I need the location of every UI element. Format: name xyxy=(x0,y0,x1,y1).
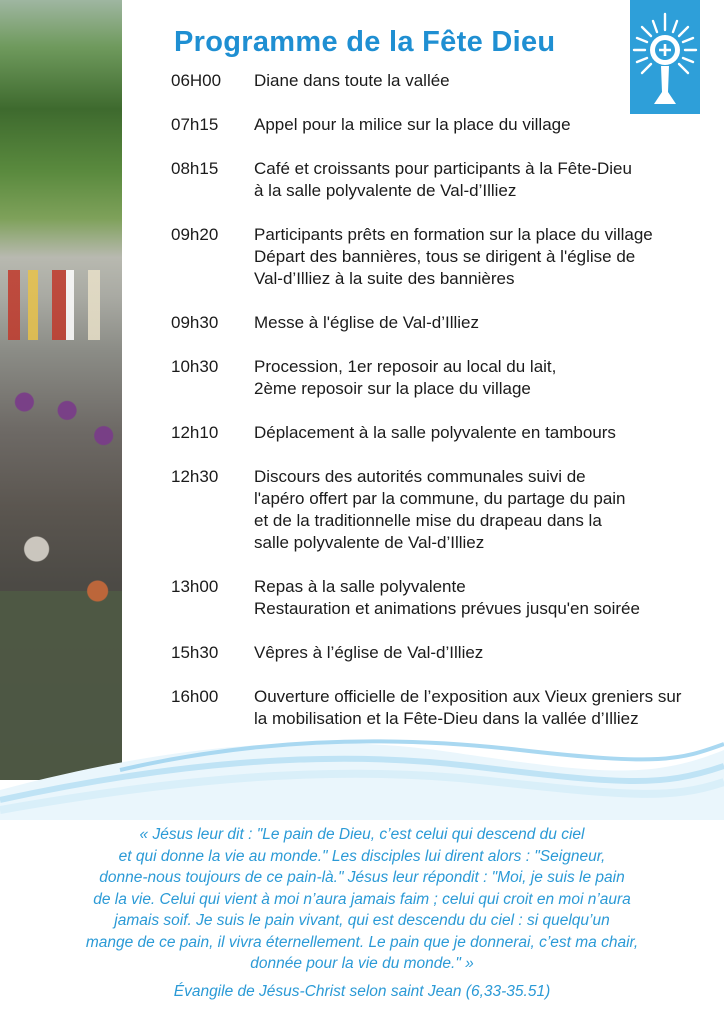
programme-description xyxy=(254,158,711,202)
programme-description xyxy=(254,642,711,664)
crowd-graphic xyxy=(0,360,122,780)
programme-time: 08h15 xyxy=(171,159,219,178)
programme-description xyxy=(254,312,711,334)
quote-line: « Jésus leur dit : "Le pain de Dieu, c’est celui qui descend du ciel xyxy=(139,826,585,843)
programme-description-line: Val-d’Illiez à la suite des bannières xyxy=(254,269,515,288)
programme-time: 12h10 xyxy=(171,423,219,442)
programme-item xyxy=(171,466,711,554)
programme-time: 09h20 xyxy=(171,225,219,244)
programme-description-line: Messe à l'église de Val-d’Illiez xyxy=(254,313,479,332)
quote-source: Évangile de Jésus-Christ selon saint Jean (6,33-35.51) xyxy=(173,983,551,1000)
programme-description xyxy=(254,466,711,554)
programme-time: 12h30 xyxy=(171,467,219,486)
programme-description-line: Discours des autorités communales suivi de xyxy=(254,467,586,486)
programme-description-line: Appel pour la milice sur la place du village xyxy=(254,115,571,134)
programme-description-line: Ouverture officielle de l’exposition aux Vieux greniers sur xyxy=(254,687,682,706)
programme-time: 09h30 xyxy=(171,313,219,332)
programme-description xyxy=(254,70,711,92)
programme-item xyxy=(171,224,711,290)
programme-time: 16h00 xyxy=(171,687,219,706)
programme-description-line: Repas à la salle polyvalente xyxy=(254,577,466,596)
programme-description-line: salle polyvalente de Val-d’Illiez xyxy=(254,533,485,552)
programme-item xyxy=(171,686,711,730)
programme-item xyxy=(171,356,711,400)
programme-description-line: Restauration et animations prévues jusqu'en soirée xyxy=(254,599,640,618)
programme-item xyxy=(171,158,711,202)
quote-line: donnée pour la vie du monde." » xyxy=(250,955,474,972)
programme-description xyxy=(254,356,711,400)
programme-description-line: Diane dans toute la vallée xyxy=(254,71,450,90)
programme-time: 15h30 xyxy=(171,643,219,662)
programme-description-line: et de la traditionnelle mise du drapeau dans la xyxy=(254,511,602,530)
programme-item xyxy=(171,312,711,334)
programme-item xyxy=(171,576,711,620)
programme-description-line: Déplacement à la salle polyvalente en tambours xyxy=(254,423,616,442)
programme-description-line: 2ème reposoir sur la place du village xyxy=(254,379,531,398)
programme-description-line: Procession, 1er reposoir au local du lait, xyxy=(254,357,557,376)
programme-time: 13h00 xyxy=(171,577,219,596)
wave-decoration xyxy=(0,730,724,820)
quote-line: et qui donne la vie au monde." Les disciples lui dirent alors : "Seigneur, xyxy=(118,847,606,865)
programme-list xyxy=(171,70,711,752)
programme-time: 07h15 xyxy=(171,115,219,134)
programme-item xyxy=(171,422,711,444)
gospel-quote xyxy=(40,824,684,975)
programme-description-line: Participants prêts en formation sur la place du village xyxy=(254,225,653,244)
programme-description-line: l'apéro offert par la commune, du partage du pain xyxy=(254,489,626,508)
programme-item xyxy=(171,114,711,136)
programme-description xyxy=(254,686,711,730)
procession-photo xyxy=(0,0,122,780)
programme-description-line: à la salle polyvalente de Val-d’Illiez xyxy=(254,181,517,200)
quote-line: jamais soif. Je suis le pain vivant, qui est descendu du ciel : si quelqu’un xyxy=(114,912,610,929)
programme-description xyxy=(254,422,711,444)
quote-line: mange de ce pain, il vivra éternellement. Le pain que je donnerai, c’est ma chair, xyxy=(85,933,639,951)
programme-item xyxy=(171,70,711,92)
programme-item xyxy=(171,642,711,664)
programme-description-line: Départ des bannières, tous se dirigent à l'église de xyxy=(254,247,636,266)
programme-description-line: Café et croissants pour participants à la Fête-Dieu xyxy=(254,159,632,178)
programme-description xyxy=(254,114,711,136)
programme-description-line: Vêpres à l’église de Val-d’Illiez xyxy=(254,643,484,662)
programme-description xyxy=(254,576,711,620)
programme-time: 10h30 xyxy=(171,357,219,376)
programme-description xyxy=(254,224,711,290)
programme-time: 06H00 xyxy=(171,71,222,90)
page-title: Programme de la Fête Dieu xyxy=(174,26,556,58)
quote-line: de la vie. Celui qui vient à moi n’aura jamais faim ; celui qui croit en moi n’aura xyxy=(93,890,631,908)
banners-graphic xyxy=(8,270,108,340)
programme-description-line: la mobilisation et la Fête-Dieu dans la vallée d’Illiez xyxy=(254,709,639,728)
quote-line: donne-nous toujours de ce pain-là." Jésus leur répondit : "Moi, je suis le pain xyxy=(99,869,625,886)
